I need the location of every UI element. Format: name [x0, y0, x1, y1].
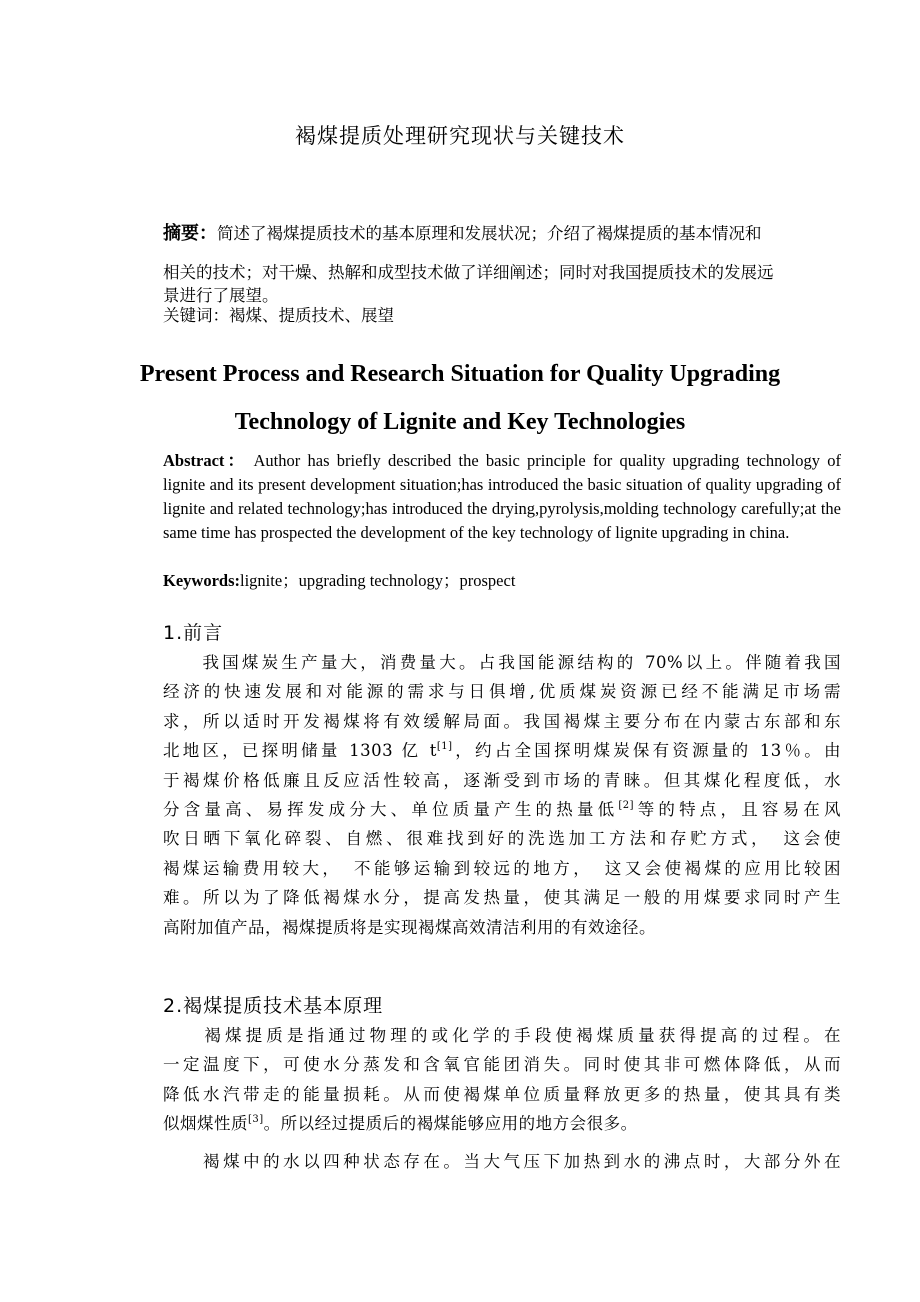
s2-p2-line-1: 褐煤中的水以四种状态存在。当大气压下加热到水的沸点时，大部分外在 — [163, 1152, 841, 1171]
abstract-cn-text-1: 简述了褐煤提质技术的基本原理和发展状况；介绍了褐煤提质的基本情况和 — [217, 224, 762, 243]
s2-line-3: 降低水汽带走的能量损耗。从而使褐煤单位质量释放更多的热量，使其具有类 — [163, 1084, 841, 1104]
keywords-en-label: Keywords: — [163, 571, 240, 590]
s1-line-3: 求，所以适时开发褐煤将有效缓解局面。我国褐煤主要分布在内蒙古东部和东 — [163, 711, 841, 731]
s1-line-8: 褐煤运输费用较大， 不能够运输到较远的地方， 这又会使褐煤的应用比较困 — [163, 858, 841, 878]
s1-line-4 — [163, 736, 841, 765]
english-abstract — [163, 449, 841, 545]
chinese-keywords: 关键词：褐煤、提质技术、展望 — [163, 306, 394, 325]
abstract-en-label: Abstract： — [163, 451, 248, 470]
s2-line-4-post: 。所以经过提质后的褐煤能够应用的地方会很多。 — [263, 1114, 638, 1134]
chinese-abstract — [163, 216, 841, 306]
abstract-cn-line-2: 相关的技术；对干燥、热解和成型技术做了详细阐述；同时对我国提质技术的发展远 — [163, 263, 774, 282]
s1-line-6 — [163, 795, 841, 824]
s1-line-6-pre: 分含量高、易挥发成分大、单位质量产生的热量低 — [163, 800, 619, 820]
abstract-cn-label: 摘要： — [163, 223, 217, 244]
keywords-en-text: lignite；upgrading technology；prospect — [240, 571, 516, 590]
english-keywords — [163, 569, 841, 593]
s1-line-10: 高附加值产品，褐煤提质将是实现褐煤高效清洁利用的有效途径。 — [163, 917, 656, 937]
abstract-cn-line-1 — [163, 216, 841, 251]
section-2-heading: 2.褐煤提质技术基本原理 — [163, 995, 384, 1017]
s1-line-6-post: 等的特点，且容易在风 — [634, 800, 842, 820]
s1-line-4-post: ，约占全国探明煤炭保有资源量的 13％。由 — [452, 741, 841, 761]
abstract-en-text: Author has briefly described the basic principle for quality upgrading technology of lignite and its present development situation;has introduced the basic situation of quality upgrading of lignite and related technology;has introduced the drying,pyrolysis,molding technology carefully;at the same time has prospected the development of the key technology of lignite upgrading in china. — [163, 451, 842, 542]
abstract-cn-line-3: 景进行了展望。 — [163, 286, 279, 305]
reference-3: [3] — [248, 1114, 264, 1126]
s1-line-2: 经济的快速发展和对能源的需求与日俱增,优质煤炭资源已经不能满足市场需 — [163, 682, 841, 702]
s1-line-7: 吹日晒下氧化碎裂、自燃、很难找到好的洗选加工方法和存贮方式， 这会使 — [163, 829, 841, 849]
chinese-title: 褐煤提质处理研究现状与关键技术 — [295, 124, 625, 148]
s2-line-4 — [163, 1109, 841, 1138]
section-2-paragraph-1 — [163, 1021, 841, 1139]
s2-line-4-pre: 似烟煤性质 — [163, 1114, 248, 1134]
english-title-line-2: Technology of Lignite and Key Technologies — [234, 409, 686, 435]
english-title-line-1: Present Process and Research Situation for Quality Upgrading — [139, 361, 781, 387]
s2-line-1: 褐煤提质是指通过物理的或化学的手段使褐煤质量获得提高的过程。在 — [163, 1026, 841, 1045]
reference-1: [1] — [436, 741, 453, 753]
reference-2: [2] — [618, 800, 635, 812]
s1-line-1: 我国煤炭生产量大，消费量大。占我国能源结构的 70%以上。伴随着我国 — [163, 653, 841, 672]
section-1-paragraph — [163, 648, 841, 942]
english-abstract-paragraph — [163, 449, 841, 545]
s1-line-9: 难。所以为了降低褐煤水分，提高发热量，使其满足一般的用煤要求同时产生 — [163, 888, 841, 908]
section-1-heading: 1.前言 — [163, 622, 224, 644]
s2-line-2: 一定温度下，可使水分蒸发和含氧官能团消失。同时使其非可燃体降低，从而 — [163, 1055, 841, 1075]
s1-line-4-pre: 北地区，已探明储量 1303 亿 t — [163, 741, 437, 761]
section-2-paragraph-2 — [163, 1147, 841, 1176]
s1-line-5: 于褐煤价格低廉且反应活性较高，逐渐受到市场的青睐。但其煤化程度低，水 — [163, 770, 841, 790]
